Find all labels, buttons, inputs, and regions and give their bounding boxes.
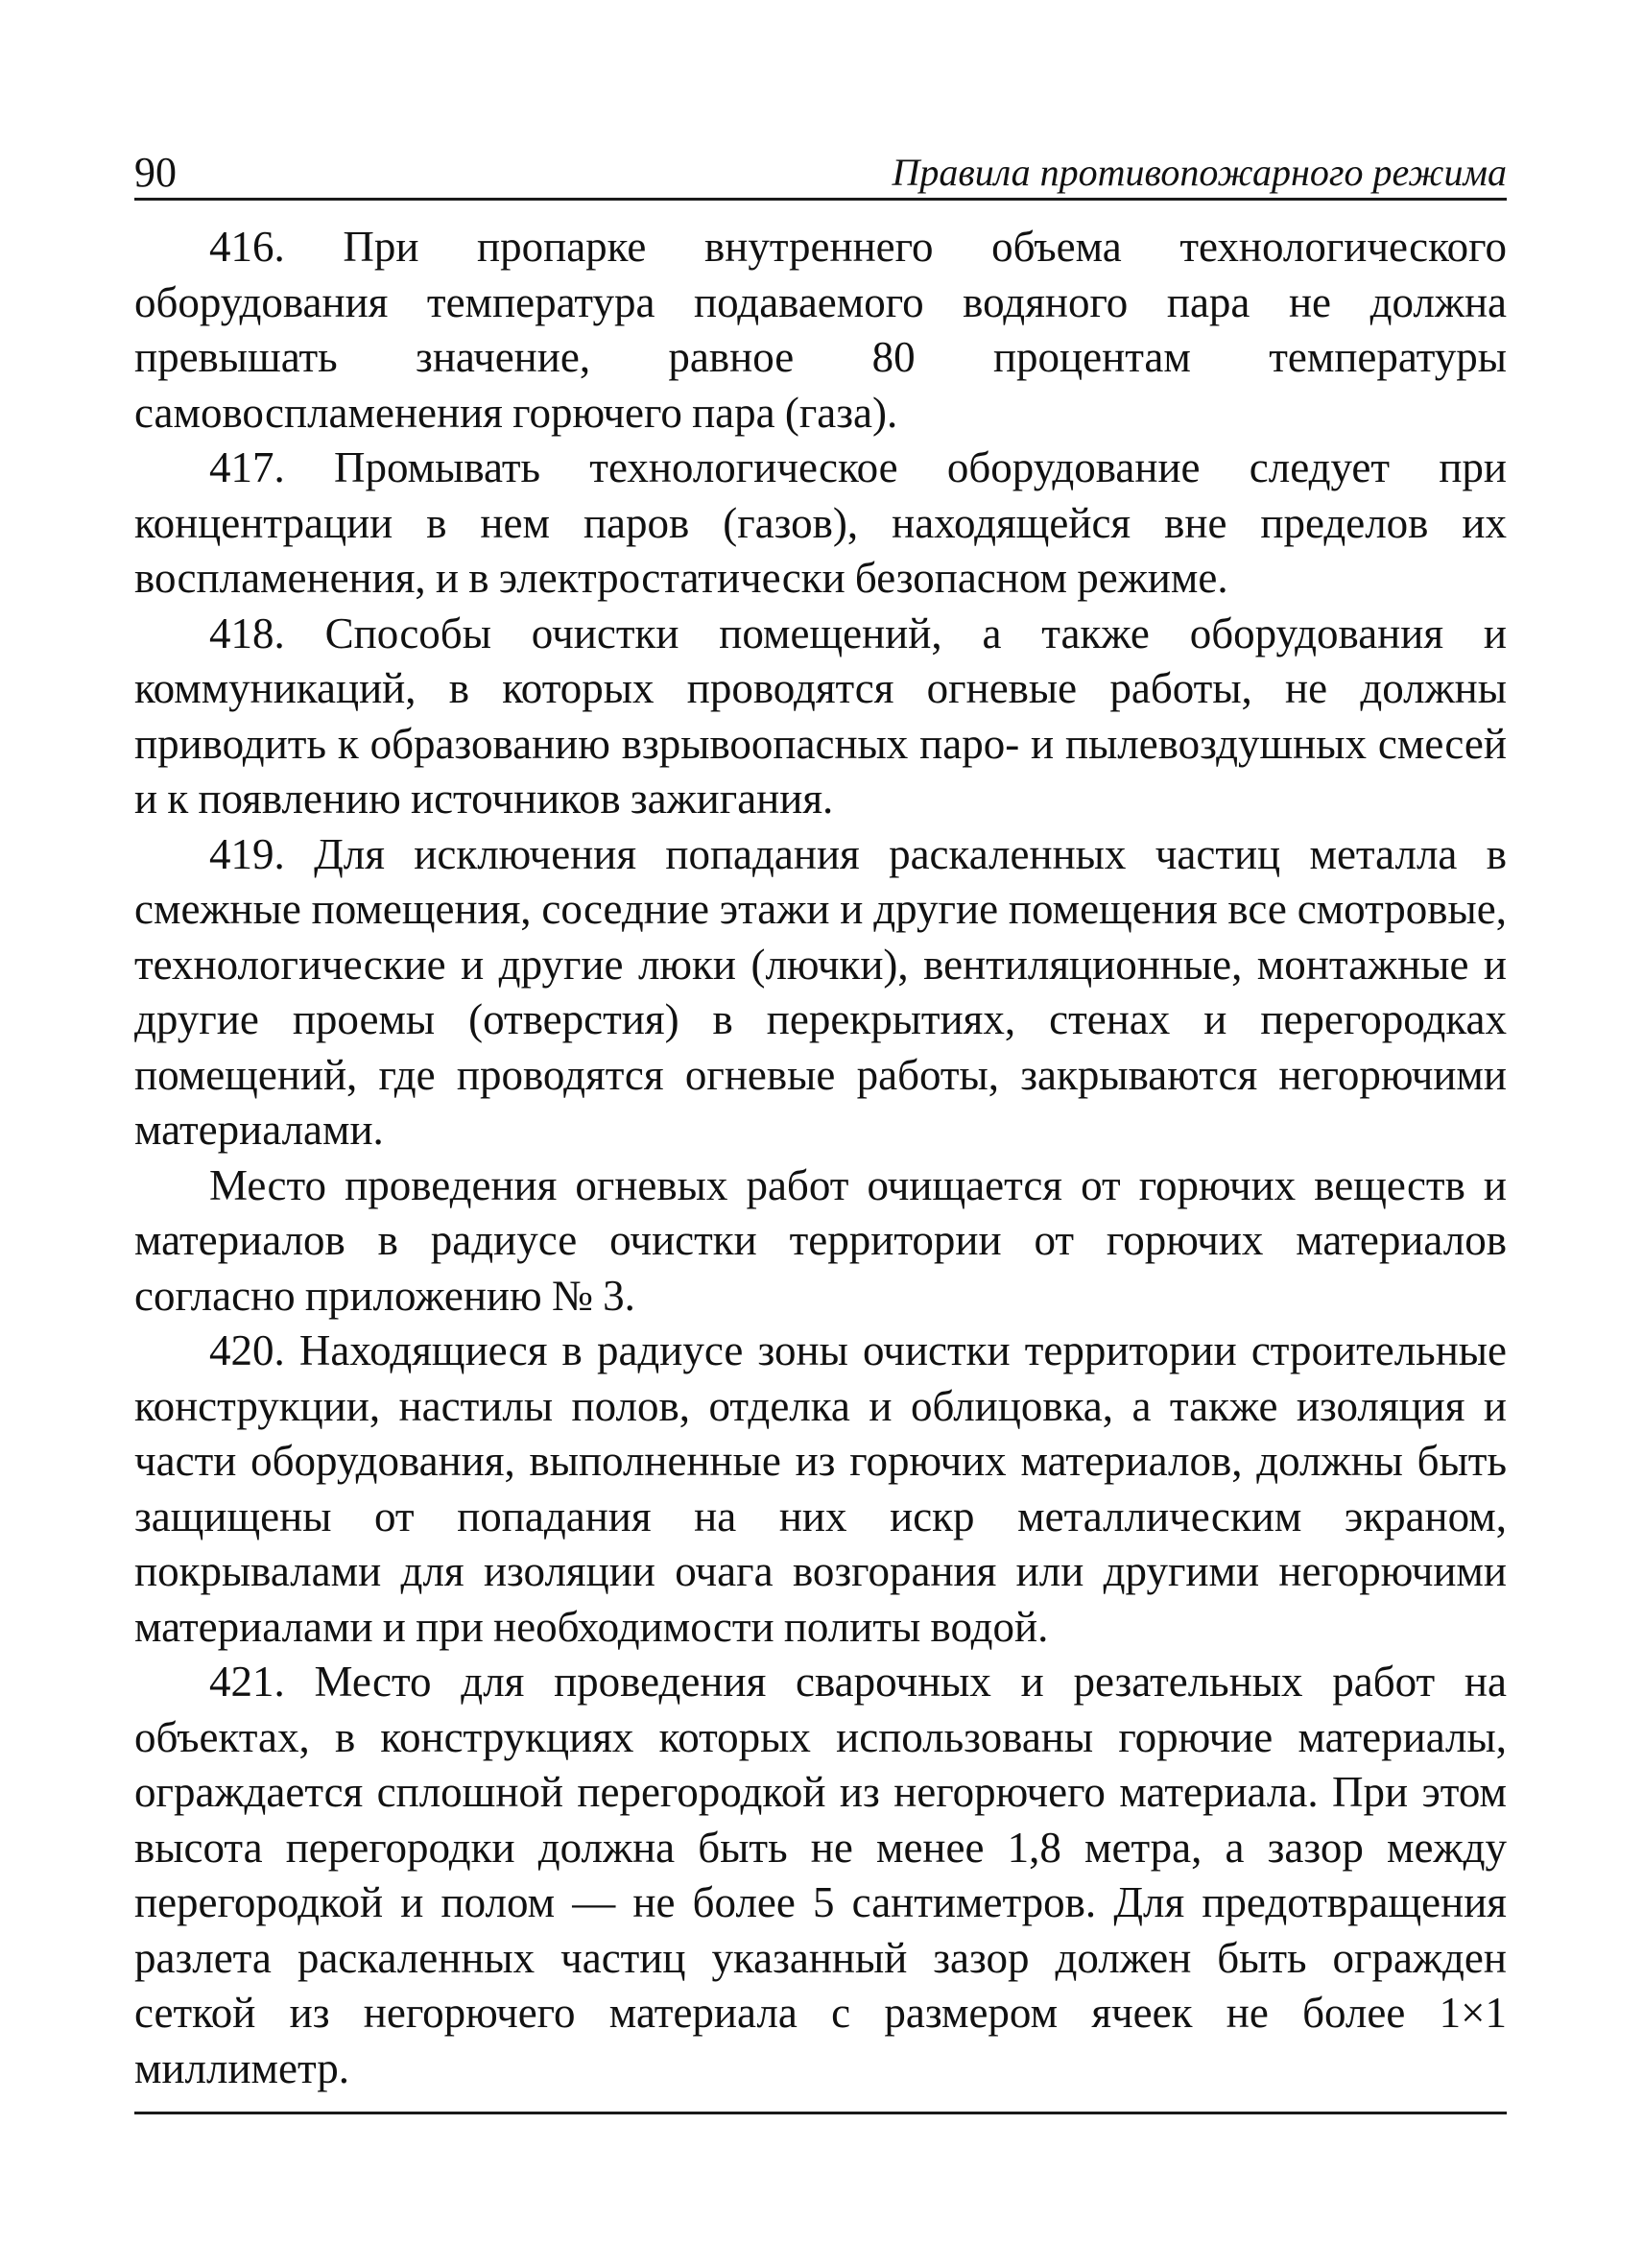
page-header — [134, 144, 1507, 201]
paragraph-418: 418. Способы очистки помещений, а также оборудования и коммуникаций, в которых проводятся огневые работы, не должны приводить к образованию взрывоопасных паро- и пылевоздушных смесей и к появлению источников зажигания. — [134, 609, 1507, 823]
running-title: Правила противопожарного режима — [892, 151, 1507, 194]
paragraph-417: 417. Промывать технологическое оборудование следует при концентрации в нем паров (газов), находящейся вне пределов их воспламенения, и в электростатически безопасном режиме. — [134, 443, 1507, 602]
page-number: 90 — [134, 149, 177, 196]
body-text — [134, 220, 1507, 2096]
paragraph-421: 421. Место для проведения сварочных и резательных работ на объектах, в конструкциях которых использованы горючие материалы, ограждается сплошной перегородкой из негорючего материала. При этом высота перегородки должна быть не менее 1,8 метра, а зазор между перегородкой и полом — не более 5 сантиметров. Для предотвращения разлета раскаленных частиц указанный зазор должен быть огражден сеткой из негорючего материала с размером ячеек не более 1×1 миллиметр. — [134, 1658, 1507, 2092]
document-page — [134, 144, 1507, 2140]
paragraph-419-continued: Место проведения огневых работ очищается от горючих веществ и материалов в радиусе очистки территории от горючих материалов согласно приложению № 3. — [134, 1160, 1507, 1320]
paragraph-419: 419. Для исключения попадания раскаленных частиц металла в смежные помещения, соседние этажи и другие помещения все смотровые, технологические и другие люки (лючки), вентиляционные, монтажные и другие проемы (отверстия) в перекрытиях, стенах и перегородках помещений, где проводятся огневые работы, закрываются негорючими материалами. — [134, 829, 1507, 1154]
paragraph-420: 420. Находящиеся в радиусе зоны очистки территории строительные конструкции, настилы полов, отделка и облицовка, а также изоляция и части оборудования, выполненные из горючих материалов, должны быть защищены от попадания на них искр металлическим экраном, покрывалами для изоляции очага возгорания или другими негорючими материалами и при необходимости политы водой. — [134, 1326, 1507, 1651]
paragraph-416: 416. При пропарке внутреннего объема технологического оборудования температура подаваемого водяного пара не должна превышать значение, равное 80 процентам температуры самовоспламенения горючего пара (газа). — [134, 223, 1507, 437]
bottom-rule — [134, 2112, 1507, 2114]
